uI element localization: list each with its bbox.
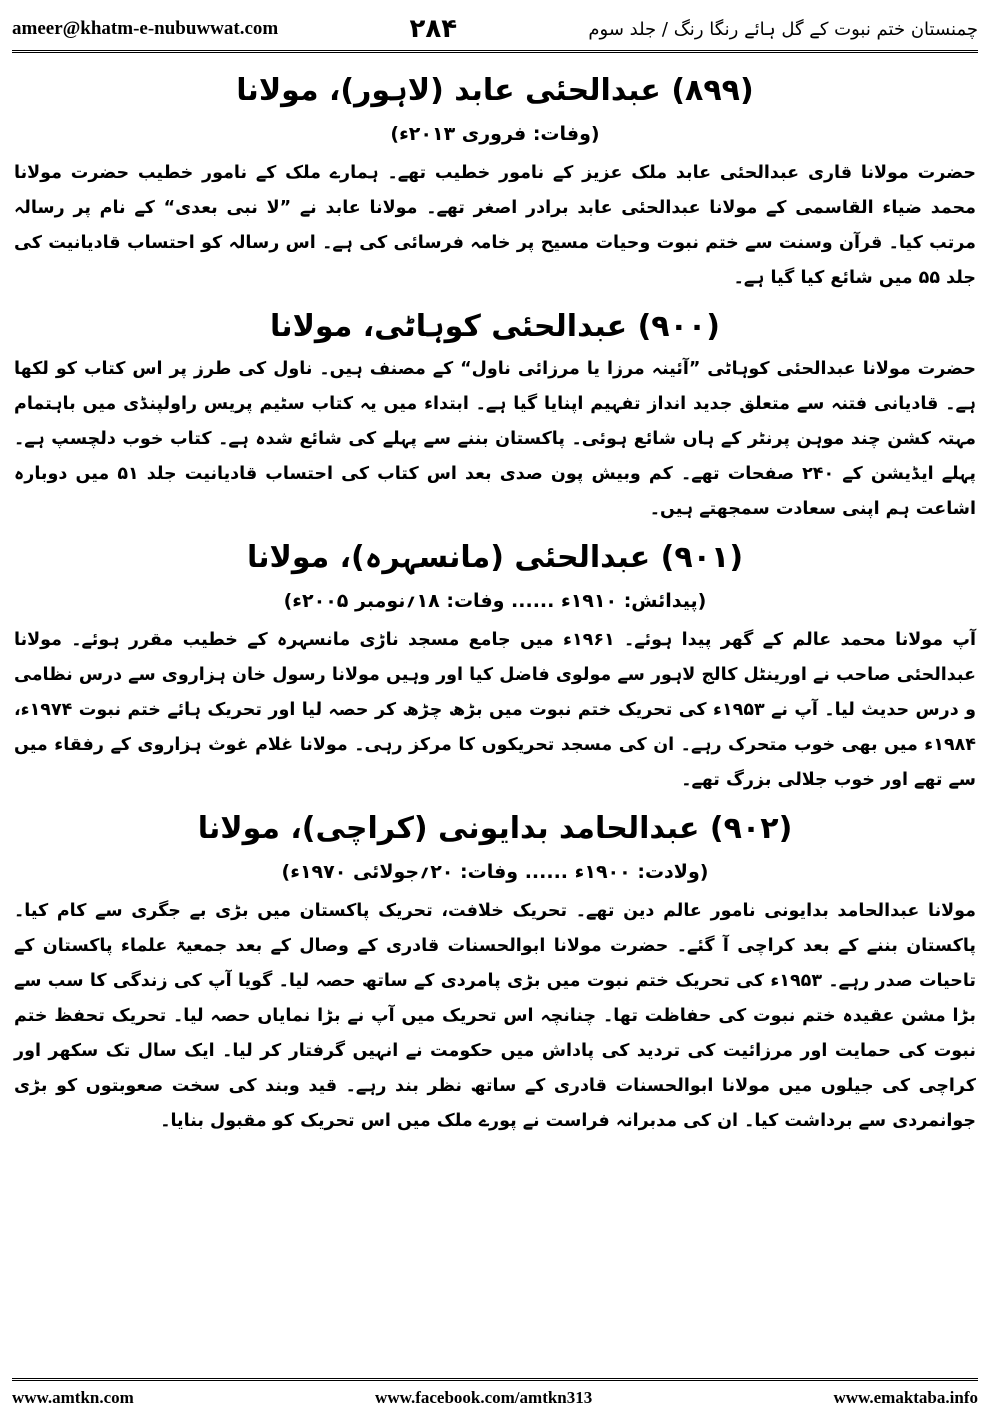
page-content [14,66,976,1139]
footer-facebook-link[interactable]: www.facebook.com/amtkn313 [375,1388,593,1407]
entry-body: آپ مولانا محمد عالم کے گھر پیدا ہوئے۔ ۱۹۶۱ء میں جامع مسجد ناڑی مانسہرہ کے خطیب مقرر ہوئے۔ مولانا عبدالحئی صاحب نے اورینٹل کالج لاہور سے مولوی فاضل کیا اور وہیں مولانا رسول خان ہزاروی سے درس نظامی و درس حدیث لیا۔ آپ نے ۱۹۵۳ء کی تحریک ختم نبوت میں بڑھ چڑھ کر حصہ لیا اور تحریک ہائے ختم نبوت ۱۹۷۴ء، ۱۹۸۴ء میں بھی خوب متحرک رہے۔ ان کی مسجد تحریکوں کا مرکز رہی۔ مولانا غلام غوث ہزاروی کے رفقاء میں سے تھے اور خوب جلالی بزرگ تھے۔ [14,630,977,790]
entry-body: حضرت مولانا قاری عبدالحئی عابد ملک عزیز کے نامور خطیب تھے۔ ہمارے ملک کے نامور خطیب حضرت مولانا محمد ضیاء القاسمی کے مولانا عبدالحئی عابد برادر اصغر تھے۔ مولانا عابد نے ”لا نبی بعدی“ کے نام پر رسالہ مرتب کیا۔ قرآن وسنت سے ختم نبوت وحیات مسیح پر خامہ فرسائی کی ہے۔ اس رسالہ کو احتساب قادیانیت کی جلد ۵۵ میں شائع کیا گیا ہے۔ [14,163,976,288]
entry-dates: (ولادت: ۱۹۰۰ء ...... وفات: ۲۰؍جولائی ۱۹۷۰ء) [281,861,709,883]
entry-901 [14,533,976,798]
entry-title: (۹۰۱) عبدالحئی (مانسہرہ)، مولانا [246,540,744,575]
page-footer [12,1378,978,1415]
page-header [12,8,978,53]
footer-emaktaba-link[interactable]: www.emaktaba.info [833,1388,978,1407]
entry-902 [14,804,976,1139]
book-title: چمنستان ختم نبوت کے گل ہائے رنگا رنگ / جلد سوم [588,18,978,40]
entry-title: (۹۰۰) عبدالحئی کوہاٹی، مولانا [270,309,720,344]
entry-body: حضرت مولانا عبدالحئی کوہاٹی ”آئینہ مرزا یا مرزائی ناول“ کے مصنف ہیں۔ ناول کی طرز پر اس کتاب کو لکھا ہے۔ قادیانی فتنہ سے متعلق جدید انداز تفہیم اپنایا گیا ہے۔ ابتداء میں یہ کتاب سٹیم پریس راولپنڈی میں باہتمام مہتہ کشن چند موہن پرنٹر کے ہاں شائع ہوئی۔ پاکستان بننے سے پہلے کی شائع شدہ ہے۔ کتاب خوب دلچسپ ہے۔ پہلے ایڈیشن کے ۲۴۰ صفحات تھے۔ کم وبیش پون صدی بعد اس کتاب کی احتساب قادیانیت جلد ۵۱ میں دوبارہ اشاعت ہم اپنی سعادت سمجھتے ہیں۔ [14,359,976,519]
page-number: ۲۸۴ [409,14,458,44]
entry-body: مولانا عبدالحامد بدایونی نامور عالم دین تھے۔ تحریک خلافت، تحریک پاکستان میں بڑی بے جگری سے کام کیا۔ پاکستان بننے کے بعد کراچی آ گئے۔ حضرت مولانا ابوالحسنات قادری کے وصال کے بعد جمعیۃ علماء پاکستان کے تاحیات صدر رہے۔ ۱۹۵۳ء کی تحریک ختم نبوت میں بڑی پامردی کے ساتھ حصہ لیا۔ گویا آپ کی زندگی کا سب سے بڑا مشن عقیدہ ختم نبوت کی حفاظت تھا۔ چنانچہ اس تحریک میں آپ نے بڑا نمایاں حصہ لیا۔ تحریک تحفظ ختم نبوت کی حمایت اور مرزائیت کی تردید کی پاداش میں حکومت نے انہیں گرفتار کر لیا۔ ایک سال تک سکھر اور کراچی کی جیلوں میں مولانا ابوالحسنات قادری کے ساتھ نظر بند رہے۔ قید وبند کی سخت صعوبتوں کو بڑی جوانمردی سے برداشت کیا۔ ان کی مدبرانہ فراست نے پورے ملک میں اس تحریک کو مقبول بنایا۔ [14,901,976,1131]
entry-title: (۹۰۲) عبدالحامد بدایونی (کراچی)، مولانا [197,811,793,846]
entry-dates: (پیدائش: ۱۹۱۰ء ...... وفات: ۱۸؍نومبر ۲۰۰۵ء) [283,590,707,612]
entry-900 [14,302,976,527]
entry-dates: (وفات: فروری ۲۰۱۳ء) [390,123,600,145]
entry-899 [14,66,976,296]
entry-title: (۸۹۹) عبدالحئی عابد (لاہور)، مولانا [236,73,754,108]
footer-website-link[interactable]: www.amtkn.com [12,1388,134,1407]
header-email: ameer@khatm-e-nubuwwat.com [12,18,279,39]
